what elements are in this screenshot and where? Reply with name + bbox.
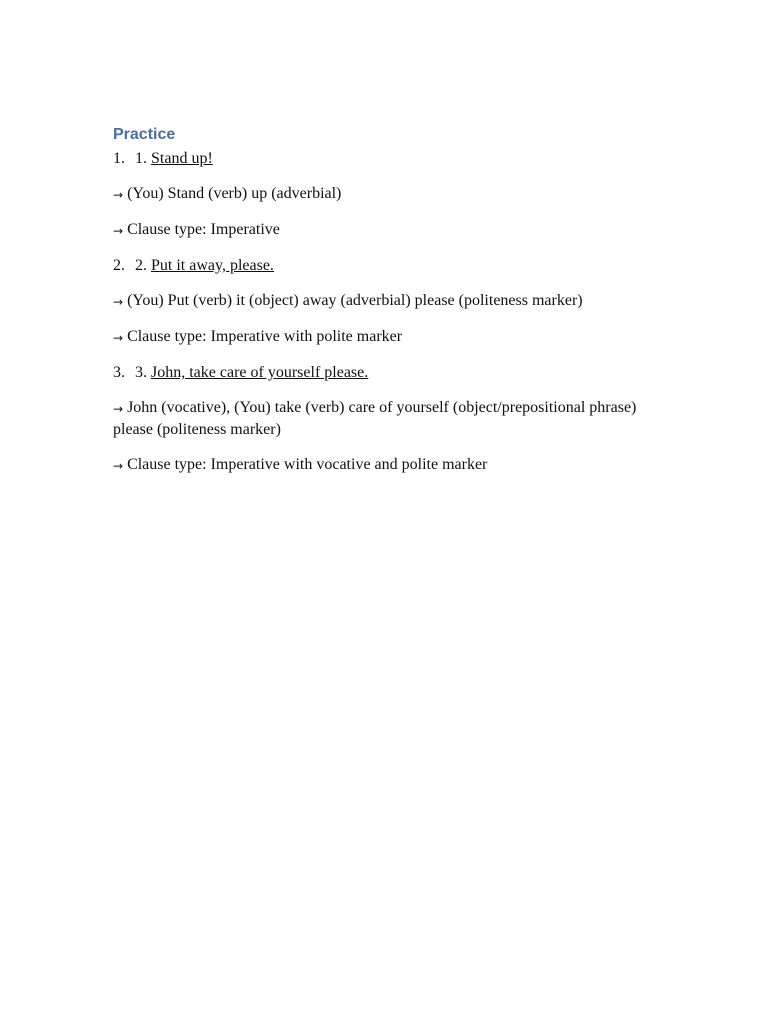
clause-type-line (113, 219, 673, 241)
list-item (113, 362, 673, 383)
arrow-right-icon: → (113, 402, 124, 416)
list-item (113, 255, 673, 276)
arrow-right-icon: → (113, 224, 124, 238)
clause-type-line (113, 454, 673, 476)
clause-type-text: Clause type: Imperative with vocative and polite marker (127, 456, 488, 473)
arrow-right-icon: → (113, 459, 124, 473)
analysis-text: (You) Stand (verb) up (adverbial) (127, 185, 342, 202)
list-item (113, 148, 673, 169)
analysis-text: John (vocative), (You) take (verb) care of yourself (object/prepositional phrase) please (politeness marker) (113, 399, 637, 438)
arrow-right-icon: → (113, 188, 124, 202)
clause-type-text: Clause type: Imperative with polite marker (127, 328, 403, 345)
item-sub-number: 1. (135, 150, 147, 167)
document-page (113, 124, 673, 490)
clause-type-line (113, 326, 673, 348)
section-heading: Practice (113, 126, 176, 143)
item-sub-number: 2. (135, 257, 147, 274)
item-number: 3. (113, 364, 125, 381)
analysis-line (113, 290, 673, 312)
item-number: 1. (113, 150, 125, 167)
arrow-right-icon: → (113, 295, 124, 309)
analysis-line (113, 397, 673, 440)
arrow-right-icon: → (113, 331, 124, 345)
example-sentence: John, take care of yourself please. (151, 364, 369, 381)
example-sentence: Stand up! (151, 150, 213, 167)
analysis-line (113, 183, 673, 205)
item-number: 2. (113, 257, 125, 274)
clause-type-text: Clause type: Imperative (127, 221, 280, 238)
item-sub-number: 3. (135, 364, 147, 381)
example-sentence: Put it away, please. (151, 257, 274, 274)
analysis-text: (You) Put (verb) it (object) away (adverbial) please (politeness marker) (127, 292, 583, 309)
